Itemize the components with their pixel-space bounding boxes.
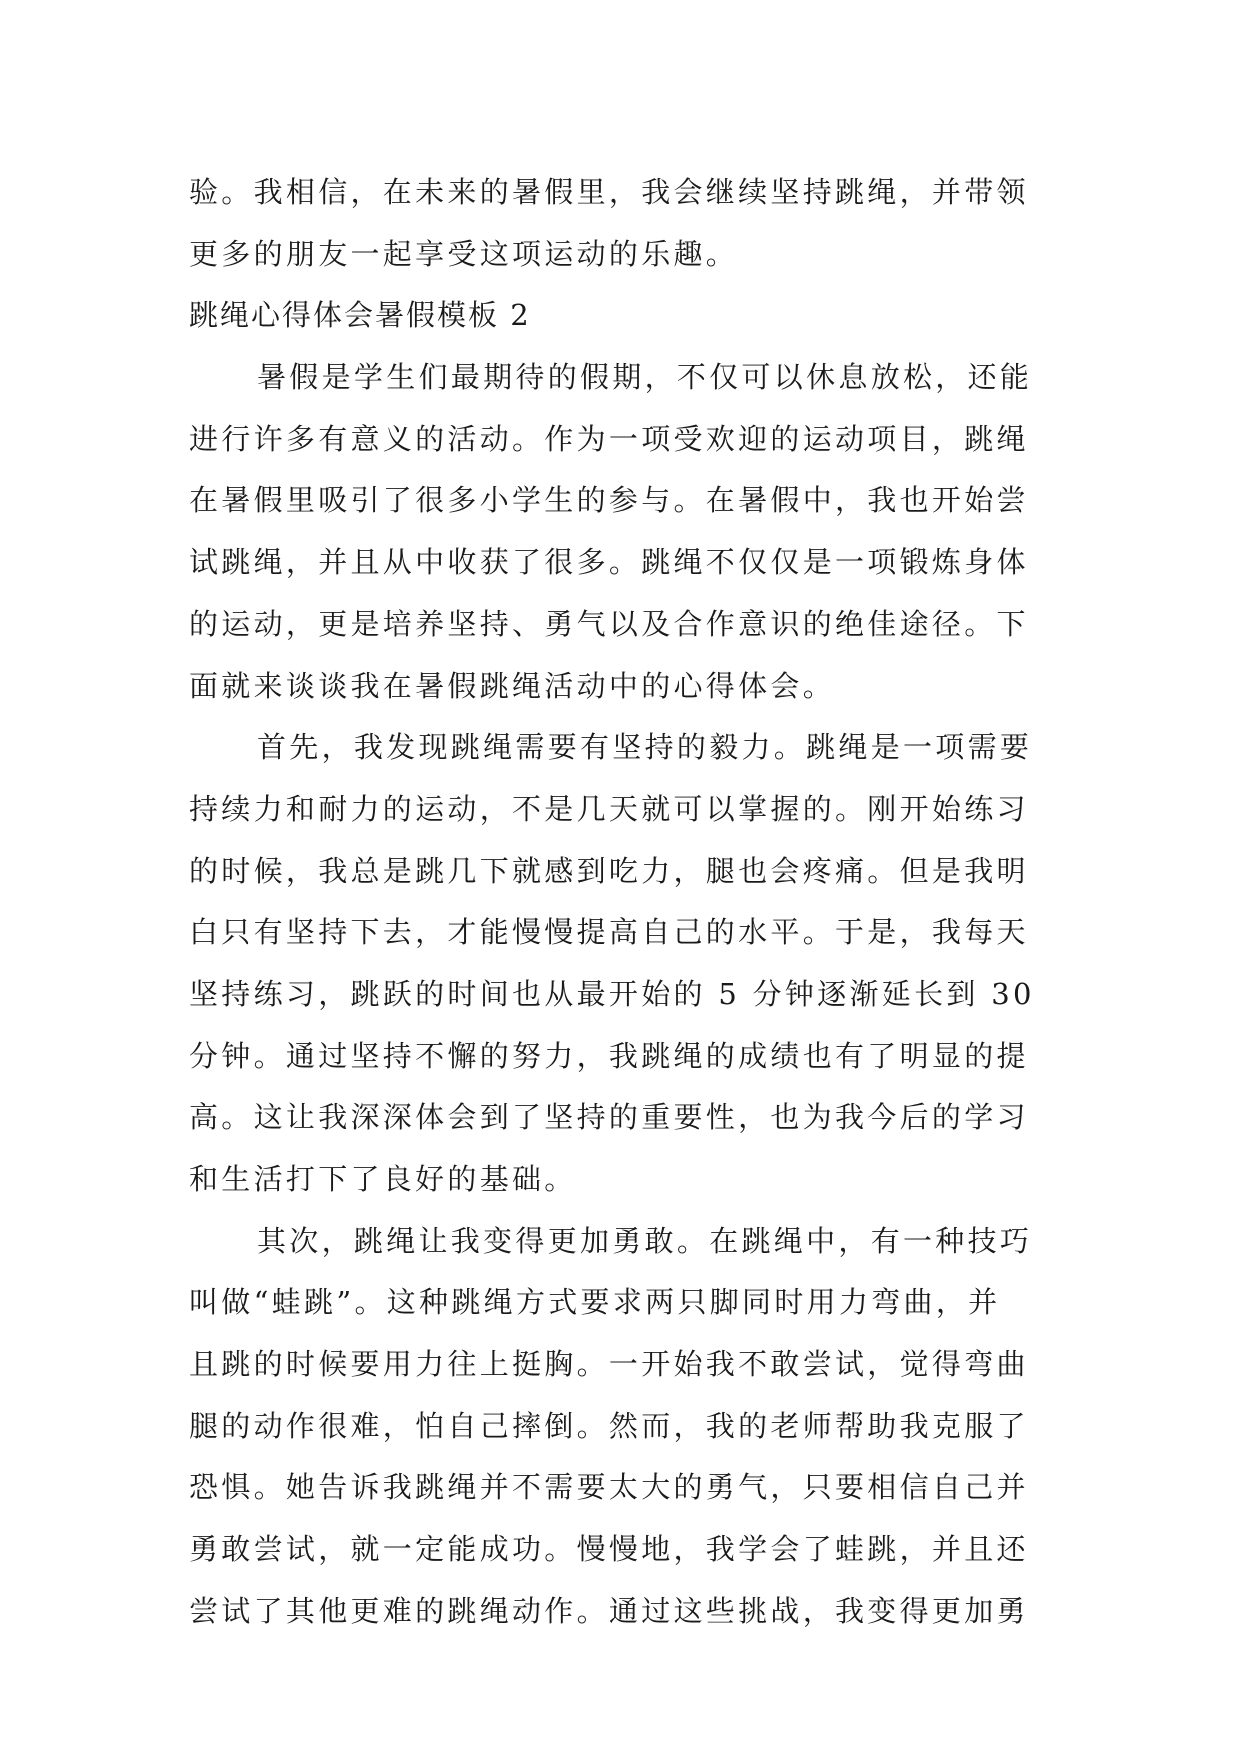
text-line: 分钟。通过坚持不懈的努力，我跳绳的成绩也有了明显的提: [189, 1038, 1029, 1073]
text-line: 在暑假里吸引了很多小学生的参与。在暑假中，我也开始尝: [189, 483, 1029, 518]
text-line: 且跳的时候要用力往上挺胸。一开始我不敢尝试，觉得弯曲: [189, 1347, 1029, 1382]
paragraph-first-line: 暑假是学生们最期待的假期，不仅可以休息放松，还能: [257, 360, 1033, 395]
text-line: 白只有坚持下去，才能慢慢提高自己的水平。于是，我每天: [189, 915, 1029, 950]
text-line: 坚持练习，跳跃的时间也从最开始的 5 分钟逐渐延长到 30: [189, 976, 1035, 1011]
text-line: 试跳绳，并且从中收获了很多。跳绳不仅仅是一项锻炼身体: [189, 545, 1029, 580]
text-line: 面就来谈谈我在暑假跳绳活动中的心得体会。: [189, 668, 836, 703]
text-line: 持续力和耐力的运动，不是几天就可以掌握的。刚开始练习: [189, 791, 1029, 826]
text-line: 的时候，我总是跳几下就感到吃力，腿也会疼痛。但是我明: [189, 853, 1029, 888]
text-line: 验。我相信，在未来的暑假里，我会继续坚持跳绳，并带领: [189, 175, 1029, 209]
text-line: 高。这让我深深体会到了坚持的重要性，也为我今后的学习: [189, 1100, 1029, 1135]
text-line: 勇敢尝试，就一定能成功。慢慢地，我学会了蛙跳，并且还: [189, 1532, 1029, 1567]
text-line: 腿的动作很难，怕自己摔倒。然而，我的老师帮助我克服了: [189, 1408, 1029, 1443]
section-heading: 跳绳心得体会暑假模板 2: [189, 298, 531, 333]
text-line: 和生活打下了良好的基础。: [189, 1162, 577, 1196]
text-line: 恐惧。她告诉我跳绳并不需要太大的勇气，只要相信自己并: [189, 1470, 1029, 1505]
text-line: 叫做“蛙跳”。这种跳绳方式要求两只脚同时用力弯曲，并: [189, 1285, 1001, 1320]
text-line: 进行许多有意义的活动。作为一项受欢迎的运动项目，跳绳: [189, 421, 1029, 456]
paragraph-first-line: 其次，跳绳让我变得更加勇敢。在跳绳中，有一种技巧: [257, 1223, 1033, 1258]
paragraph-first-line: 首先，我发现跳绳需要有坚持的毅力。跳绳是一项需要: [257, 730, 1033, 765]
text-line: 尝试了其他更难的跳绳动作。通过这些挑战，我变得更加勇: [189, 1593, 1029, 1628]
document-body: [189, 162, 1059, 1643]
text-line: 更多的朋友一起享受这项运动的乐趣。: [189, 236, 739, 271]
text-line: 的运动，更是培养坚持、勇气以及合作意识的绝佳途径。下: [189, 606, 1029, 641]
